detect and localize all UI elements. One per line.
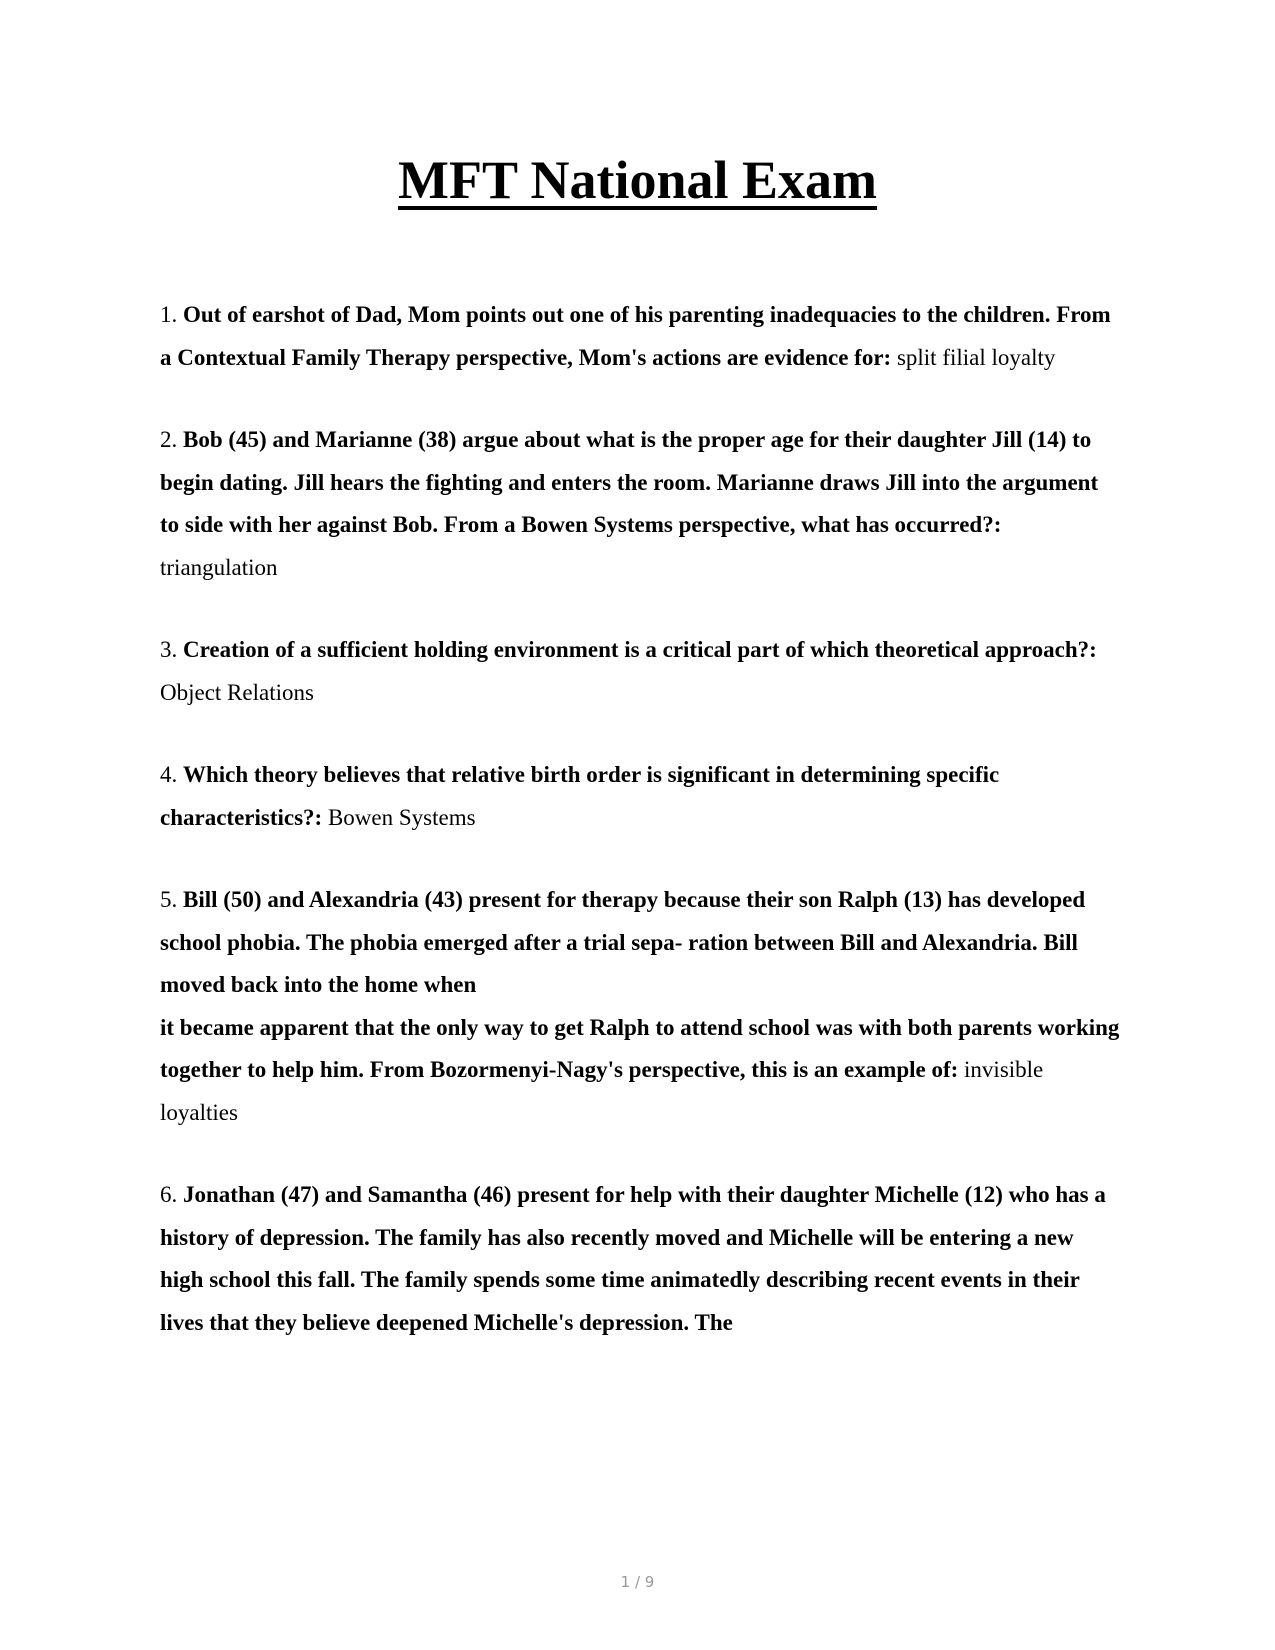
question-text: Jonathan (47) and Samantha (46) present for help with their daughter Michelle (12) who has a history of depression. The family has also recently moved and Michelle will be entering a new high school this fall. The family spends some time animatedly describing recent events in their lives that they believe deepened Michelle's depression. The [160,1182,1106,1335]
question-answer: triangulation [160,554,278,580]
question-text-continued: it became apparent that the only way to get Ralph to attend school was with both parents working together to help him. From Bozormenyi-Nagy's perspective, this is an example of: [160,1014,1120,1082]
page-number: 1 / 9 [620,1573,655,1591]
question-answer: Object Relations [160,679,314,705]
question-5 [160,879,1120,1134]
question-2 [160,419,1120,589]
question-answer: invisible loyalties [160,1057,1044,1125]
question-text: Bill (50) and Alexandria (43) present for therapy because their son Ralph (13) has developed school phobia. The phobia emerged after a trial sepa- ration between Bill and Alexandria. Bill moved back into the home when [160,887,1086,997]
question-number: 3. [160,637,178,662]
question-6 [160,1174,1120,1344]
question-3 [160,629,1120,714]
question-1 [160,294,1120,379]
question-number: 1. [160,302,178,327]
question-4 [160,754,1120,839]
question-text: Which theory believes that relative birth order is significant in determining specific characteristics?: [160,762,1000,830]
question-number: 2. [160,427,178,452]
question-list [160,294,1120,1384]
question-answer: split filial loyalty [896,344,1056,370]
page-title [0,148,1275,212]
page-title-text: MFT National Exam [397,150,877,210]
question-answer: Bowen Systems [327,804,476,830]
question-text: Bob (45) and Marianne (38) argue about what is the proper age for their daughter Jill (14) to begin dating. Jill hears the fighting and enters the room. Marianne draws Jill into the argument to side with her against Bob. From a Bowen Systems perspective, what has occurred?: [160,427,1099,537]
question-number: 5. [160,887,178,912]
question-number: 4. [160,762,178,787]
question-text: Out of earshot of Dad, Mom points out one of his parenting inadequacies to the children. From a Contextual Family Therapy perspective, Mom's actions are evidence for: [160,302,1111,370]
question-number: 6. [160,1182,178,1207]
question-text: Creation of a sufficient holding environment is a critical part of which theoretical approach?: [183,637,1097,662]
